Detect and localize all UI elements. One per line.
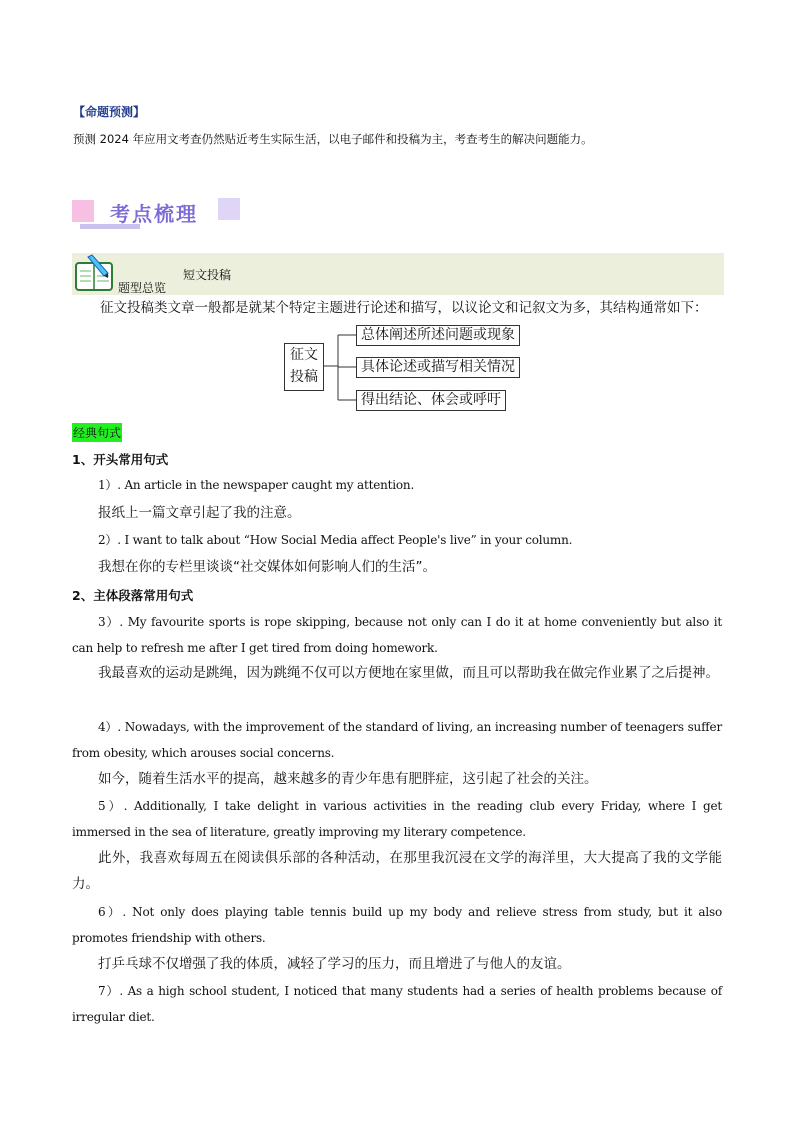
sentence-zh: 此外，我喜欢每周五在阅读俱乐部的各种活动，在那里我沉浸在文学的海洋里，大大提高了我的文学能力。 <box>72 850 722 892</box>
classic-sentences-tag: 经典句式 <box>72 423 122 442</box>
section-heading-prediction: 【命题预测】 <box>73 105 146 119</box>
type-name: 短文投稿 <box>183 268 232 282</box>
sentence-en: 6）. Not only does playing table tennis build up my body and relieve stress from study, but it also promotes friendship with others. <box>72 905 722 945</box>
banner-decor-square <box>72 200 94 222</box>
intro-paragraph: 征文投稿类文章一般都是就某个特定主题进行论述和描写，以议论文和记叙文为多，其结构通常如下： <box>100 300 708 316</box>
diagram-branch: 具体论述或描写相关情况 <box>356 357 520 378</box>
diagram-branch: 总体阐述所述问题或现象 <box>356 325 520 346</box>
sentence-en: 7）. As a high school student, I noticed that many students had a series of health problems because of irregular diet. <box>72 984 722 1024</box>
structure-diagram <box>282 323 522 415</box>
sentence-en: 3）. My favourite sports is rope skipping, because not only can I do it at home conveniently but also it can help to refresh me after I get tired from doing homework. <box>72 615 722 655</box>
diagram-root-line: 征文 <box>290 347 318 363</box>
sentence-zh: 我最喜欢的运动是跳绳，因为跳绳不仅可以方便地在家里做，而且可以帮助我在做完作业累了之后提神。 <box>98 665 719 681</box>
banner-decor-square <box>218 198 240 220</box>
section-title: 2、主体段落常用句式 <box>72 588 194 603</box>
sentence-en: 5）. Additionally, I take delight in various activities in the reading club every Friday, where I get immersed in the sea of literature, greatly improving my literary competence. <box>72 799 722 839</box>
type-overview-bar <box>72 253 724 295</box>
prediction-text: 预测 2024 年应用文考查仍然贴近考生实际生活，以电子邮件和投稿为主，考查考生的解决问题能力。 <box>73 132 593 146</box>
sentence-zh: 报纸上一篇文章引起了我的注意。 <box>98 505 301 521</box>
diagram-root-line: 投稿 <box>290 369 318 385</box>
diagram-connectors <box>282 323 362 415</box>
banner-title: 考点梳理 <box>110 202 198 226</box>
section-title: 1、开头常用句式 <box>72 452 169 467</box>
sentence-en: 4）. Nowadays, with the improvement of the standard of living, an increasing number of teenagers suffer from obesity, which arouses social concerns. <box>72 720 722 760</box>
notebook-pencil-icon <box>74 253 116 293</box>
section-banner <box>72 196 242 230</box>
sentence-zh: 如今，随着生活水平的提高，越来越多的青少年患有肥胖症，这引起了社会的关注。 <box>98 771 598 787</box>
sentence-en: 2）. I want to talk about “How Social Media affect People's live” in your column. <box>98 533 573 547</box>
diagram-branch: 得出结论、体会或呼吁 <box>356 390 506 411</box>
sentence-zh: 打乒乓球不仅增强了我的体质，减轻了学习的压力，而且增进了与他人的友谊。 <box>98 956 571 972</box>
type-overview-label: 题型总览 <box>118 281 167 295</box>
sentence-zh: 我想在你的专栏里谈谈“社交媒体如何影响人们的生活”。 <box>98 559 436 575</box>
sentence-en: 1）. An article in the newspaper caught my attention. <box>98 478 415 492</box>
